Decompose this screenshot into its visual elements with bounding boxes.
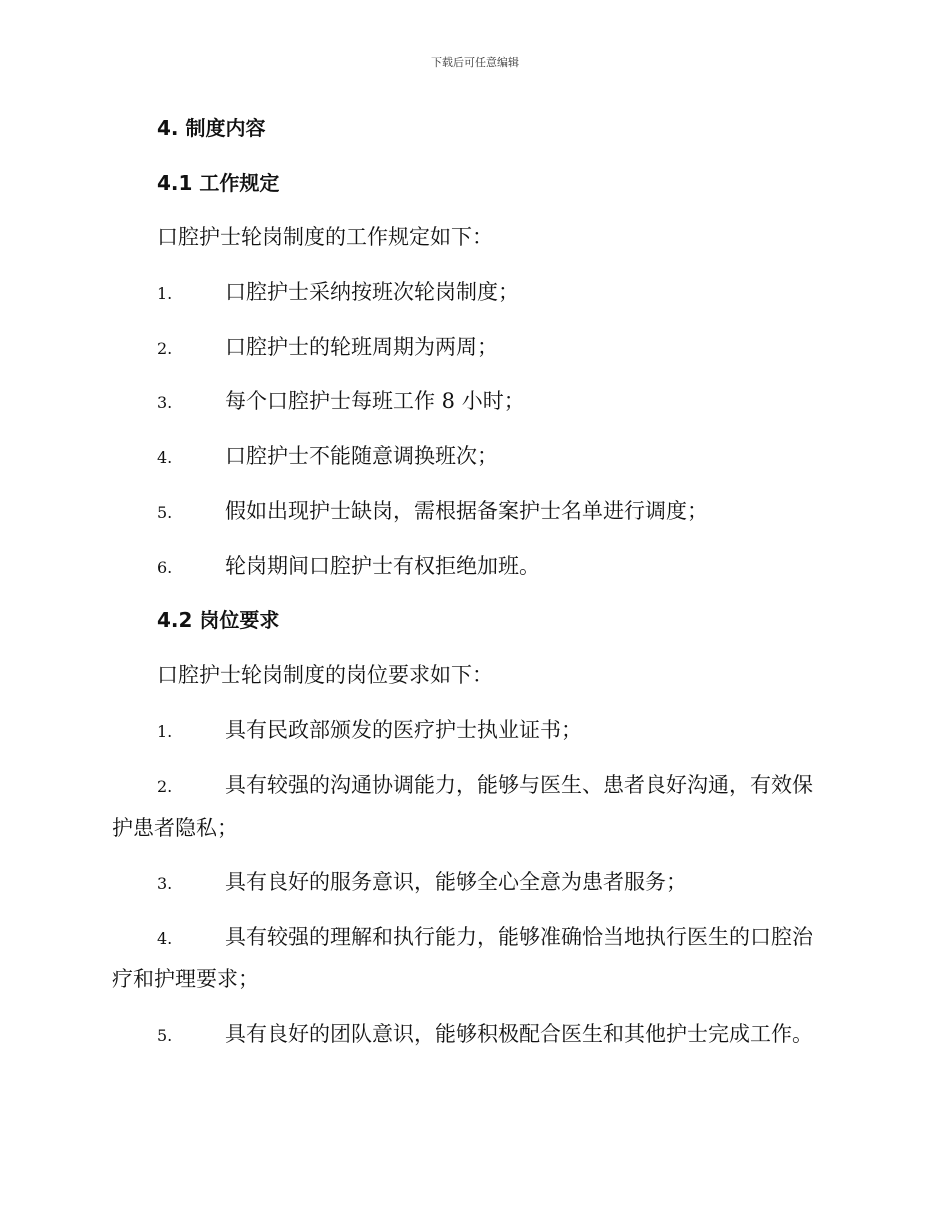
list-text: 口腔护士的轮班周期为两周； <box>225 335 498 359</box>
subsection-title-job-requirements: 4.2 岗位要求 <box>157 608 280 632</box>
list-number: 1. <box>157 284 173 303</box>
list-text: 具有较强的理解和执行能力，能够准确恰当地执行医生的口腔治 <box>225 925 813 949</box>
list-number: 4. <box>157 448 173 467</box>
list-text-continuation: 护患者隐私； <box>112 816 238 840</box>
list-text-continuation: 疗和护理要求； <box>112 967 259 991</box>
list-text: 口腔护士不能随意调换班次； <box>225 444 498 468</box>
list-text: 具有较强的沟通协调能力，能够与医生、患者良好沟通，有效保 <box>225 773 813 797</box>
list-number: 5. <box>157 1026 173 1045</box>
page-header: 下载后可任意编辑 <box>431 56 519 69</box>
list-number: 3. <box>157 874 173 893</box>
list-number: 2. <box>157 777 173 796</box>
list-number: 5. <box>157 503 173 522</box>
list-text: 轮岗期间口腔护士有权拒绝加班。 <box>225 554 540 578</box>
subsection-title-work-rules: 4.1 工作规定 <box>157 171 280 195</box>
list-text: 具有良好的团队意识，能够积极配合医生和其他护士完成工作。 <box>225 1022 813 1046</box>
list-text: 具有良好的服务意识，能够全心全意为患者服务； <box>225 870 687 894</box>
list-text: 口腔护士采纳按班次轮岗制度； <box>225 280 519 304</box>
section-title: 4. 制度内容 <box>157 116 266 140</box>
list-text: 每个口腔护士每班工作 8 小时； <box>225 389 525 413</box>
work-rules-intro: 口腔护士轮岗制度的工作规定如下： <box>157 225 493 249</box>
job-requirements-intro: 口腔护士轮岗制度的岗位要求如下： <box>157 663 493 687</box>
list-text: 假如出现护士缺岗，需根据备案护士名单进行调度； <box>225 499 708 523</box>
list-number: 1. <box>157 722 173 741</box>
list-number: 2. <box>157 339 173 358</box>
list-number: 3. <box>157 393 173 412</box>
list-number: 6. <box>157 558 173 577</box>
list-number: 4. <box>157 929 173 948</box>
list-text: 具有民政部颁发的医疗护士执业证书； <box>225 718 582 742</box>
